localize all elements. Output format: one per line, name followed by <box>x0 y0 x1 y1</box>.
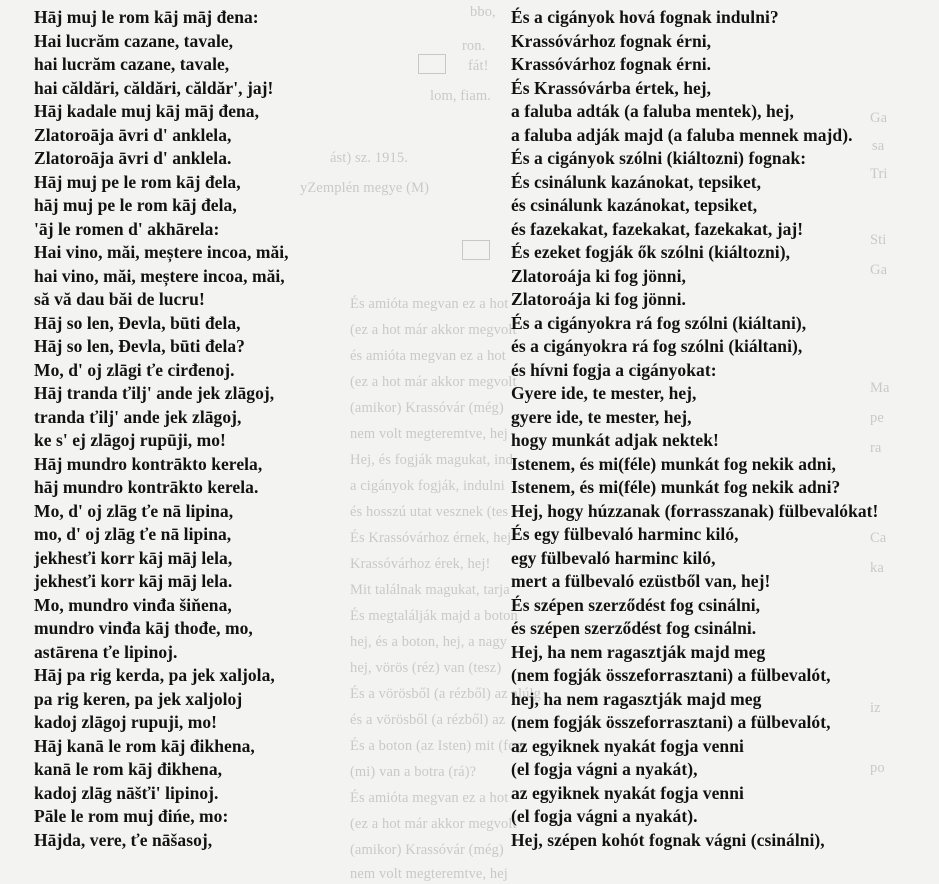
romani-verse-line: mo, d' oj zlāg ťe nā lipina, <box>34 524 232 544</box>
hungarian-translation-line: a faluba adták (a faluba mentek), hej, <box>511 101 794 121</box>
romani-verse-line: hai căldări, căldări, căldăr', jaj! <box>34 77 274 98</box>
bleed-through-texture: bbo, ron. fát! lom, fiam. ást) sz. 1915. yZemplén megye (M) És amióta megvan ez a hot (ez a hot már akkor megvolt és amióta megvan ez a hot (ez a hot már akkor megvolt (amikor) Krassóvár (még) nem volt megteremtve, hej Hej, és fogják magukat, ind a cigányok fogják, indulni és hosszú utat vesznek (tes És Krassóvárhoz érnek, hej Krassóvárhoz érek, hej! Mit találnak magukat, tarja És megtalálják majd a boton hej, és a boton, hej, a nagy hej, vörös (réz) van (tesz) És a vörösből (a rézből) az alúlg és a vörösből (a rézből) az És a boton (az Isten) mit (fog (mi) van a botra (rá)? És amióta megvan ez a hot (ez a hot már akkor megvolt (amikor) Krassóvár (még) nem volt megteremtve, hej Ga sa Tri Sti Ga Ma pe ra Ca ka iz po <box>300 4 890 882</box>
hungarian-translation-line: és a cigányokra rá fog szólni (kiáltani), <box>511 336 803 356</box>
hungarian-translation-line: És csinálunk kazánokat, tepsiket, <box>511 171 762 192</box>
hungarian-translation-line: És ezeket fogják ők szólni (kiáltozni), <box>511 242 791 262</box>
romani-verse-line: Mo, d' oj zlāg ťe nā lipina, <box>34 500 234 521</box>
romani-verse-line: Hai lucrăm cazane, tavale, <box>34 30 234 51</box>
romani-verse-line: mundro vinđa kāj thođe, mo, <box>34 618 253 638</box>
romani-verse-line: Hai vino, măi, meștere incoa, măi, <box>34 242 289 262</box>
romani-verse-line: kadoj zlāgoj rupuji, mo! <box>34 712 218 732</box>
hungarian-translation-line: hogy munkát adjak nektek! <box>511 430 719 450</box>
hungarian-translation-line: Krassóvárhoz fognak érni. <box>511 54 712 74</box>
hungarian-translation-line: és fazekakat, fazekakat, fazekakat, jaj! <box>511 218 804 239</box>
hungarian-translation-line: Istenem, és mi(féle) munkát fog nekik adni, <box>511 453 836 474</box>
romani-verse-line: Hāj kadale muj kāj māj đena, <box>34 101 260 121</box>
hungarian-translation-line: (nem fogják összeforrasztani) a fülbevalót, <box>511 712 831 732</box>
hungarian-translation-column <box>511 6 931 852</box>
romani-verse-line: Hājda, vere, ťe nāšasoj, <box>34 829 213 850</box>
romani-verse-column <box>34 6 504 852</box>
romani-verse-line: Hāj so len, Đevla, būti đela, <box>34 312 241 333</box>
romani-verse-line: să vă dau băi de lucru! <box>34 289 205 309</box>
hungarian-translation-line: és szépen szerződést fog csinálni. <box>511 618 757 638</box>
romani-verse-line: hai lucrăm cazane, tavale, <box>34 54 230 74</box>
romani-verse-line: Pāle le rom muj đińe, mo: <box>34 806 229 826</box>
hungarian-translation-line: És egy fülbevaló harminc kiló, <box>511 524 739 544</box>
romani-verse-line: hāj muj pe le rom kāj đela, <box>34 195 237 215</box>
romani-verse-line: Hāj tranda ťilj' ande jek zlāgoj, <box>34 383 275 403</box>
romani-verse-line: Hāj mundro kontrākto kerela, <box>34 453 263 474</box>
hungarian-translation-line: az egyiknek nyakát fogja venni <box>511 782 744 803</box>
hungarian-translation-line: mert a fülbevaló ezüstből van, hej! <box>511 571 771 591</box>
hungarian-translation-line: Hej, hogy húzzanak (forrasszanak) fülbevalókat! <box>511 500 879 521</box>
hungarian-translation-line: Zlatoroája ki fog jönni, <box>511 265 686 286</box>
hungarian-translation-line: És a cigányok hová fognak indulni? <box>511 7 779 27</box>
romani-verse-line: Zlatoroāja āvri d' anklela, <box>34 124 232 145</box>
romani-verse-line: pa rig keren, pa jek xaljoloj <box>34 688 243 709</box>
romani-verse-line: Hāj pa rig kerda, pa jek xaljola, <box>34 665 275 685</box>
hungarian-translation-line: egy fülbevaló harminc kiló, <box>511 547 716 568</box>
romani-verse-line: Zlatoroāja āvri d' anklela. <box>34 148 232 168</box>
hungarian-translation-line: (nem fogják összeforrasztani) a fülbevalót, <box>511 665 831 685</box>
hungarian-translation-line: Istenem, és mi(féle) munkát fog nekik adni? <box>511 477 841 497</box>
romani-verse-line: Mo, d' oj zlāgi ťe cirđenoj. <box>34 359 235 380</box>
romani-verse-line: jekhesťi korr kāj māj lela. <box>34 571 233 591</box>
hungarian-translation-line: Zlatoroája ki fog jönni. <box>511 289 686 309</box>
hungarian-translation-line: gyere ide, te mester, hej, <box>511 406 692 427</box>
romani-verse-line: tranda ťilj' ande jek zlāgoj, <box>34 406 242 427</box>
romani-verse-line: kadoj zlāg nāšťi' lipinoj. <box>34 782 219 803</box>
hungarian-translation-line: (el fogja vágni a nyakát), <box>511 759 698 779</box>
romani-verse-line: Hāj kanā le rom kāj đikhena, <box>34 735 255 756</box>
hungarian-translation-line: az egyiknek nyakát fogja venni <box>511 735 744 756</box>
romani-verse-line: astārena ťe lipinoj. <box>34 641 178 662</box>
hungarian-translation-line: Krassóvárhoz fognak érni, <box>511 30 712 51</box>
romani-verse-line: Hāj muj pe le rom kāj đela, <box>34 171 241 192</box>
hungarian-translation-line: És a cigányok szólni (kiáltozni) fognak: <box>511 148 807 168</box>
romani-verse-line: jekhesťi korr kāj māj lela, <box>34 547 233 568</box>
romani-verse-line: kanā le rom kāj đikhena, <box>34 759 223 779</box>
hungarian-translation-line: és csinálunk kazánokat, tepsiket, <box>511 195 758 215</box>
romani-verse-line: Hāj so len, Đevla, būti đela? <box>34 336 245 356</box>
hungarian-translation-line: a faluba adják majd (a faluba mennek majd). <box>511 124 853 145</box>
hungarian-translation-line: és hívni fogja a cigányokat: <box>511 359 717 380</box>
romani-verse-line: hai vino, măi, meștere incoa, măi, <box>34 265 285 286</box>
romani-verse-line: Hāj muj le rom kāj māj đena: <box>34 7 259 27</box>
hungarian-translation-line: És szépen szerződést fog csinálni, <box>511 594 761 615</box>
hungarian-translation-line: És Krassóvárba értek, hej, <box>511 77 712 98</box>
hungarian-translation-line: Hej, ha nem ragasztják majd meg <box>511 641 766 662</box>
hungarian-translation-line: hej, ha nem ragasztják majd meg <box>511 688 762 709</box>
romani-verse-line: ke s' ej zlāgoj rupūji, mo! <box>34 430 226 450</box>
hungarian-translation-line: Gyere ide, te mester, hej, <box>511 383 697 403</box>
hungarian-translation-line: És a cigányokra rá fog szólni (kiáltani), <box>511 312 807 333</box>
romani-verse-line: Mo, mundro vinđa šiňena, <box>34 594 232 615</box>
romani-verse-line: hāj mundro kontrākto kerela. <box>34 477 259 497</box>
romani-verse-line: 'āj le romen d' akhārela: <box>34 218 220 239</box>
hungarian-translation-line: (el fogja vágni a nyakát). <box>511 806 698 826</box>
hungarian-translation-line: Hej, szépen kohót fognak vágni (csinálni), <box>511 829 825 850</box>
